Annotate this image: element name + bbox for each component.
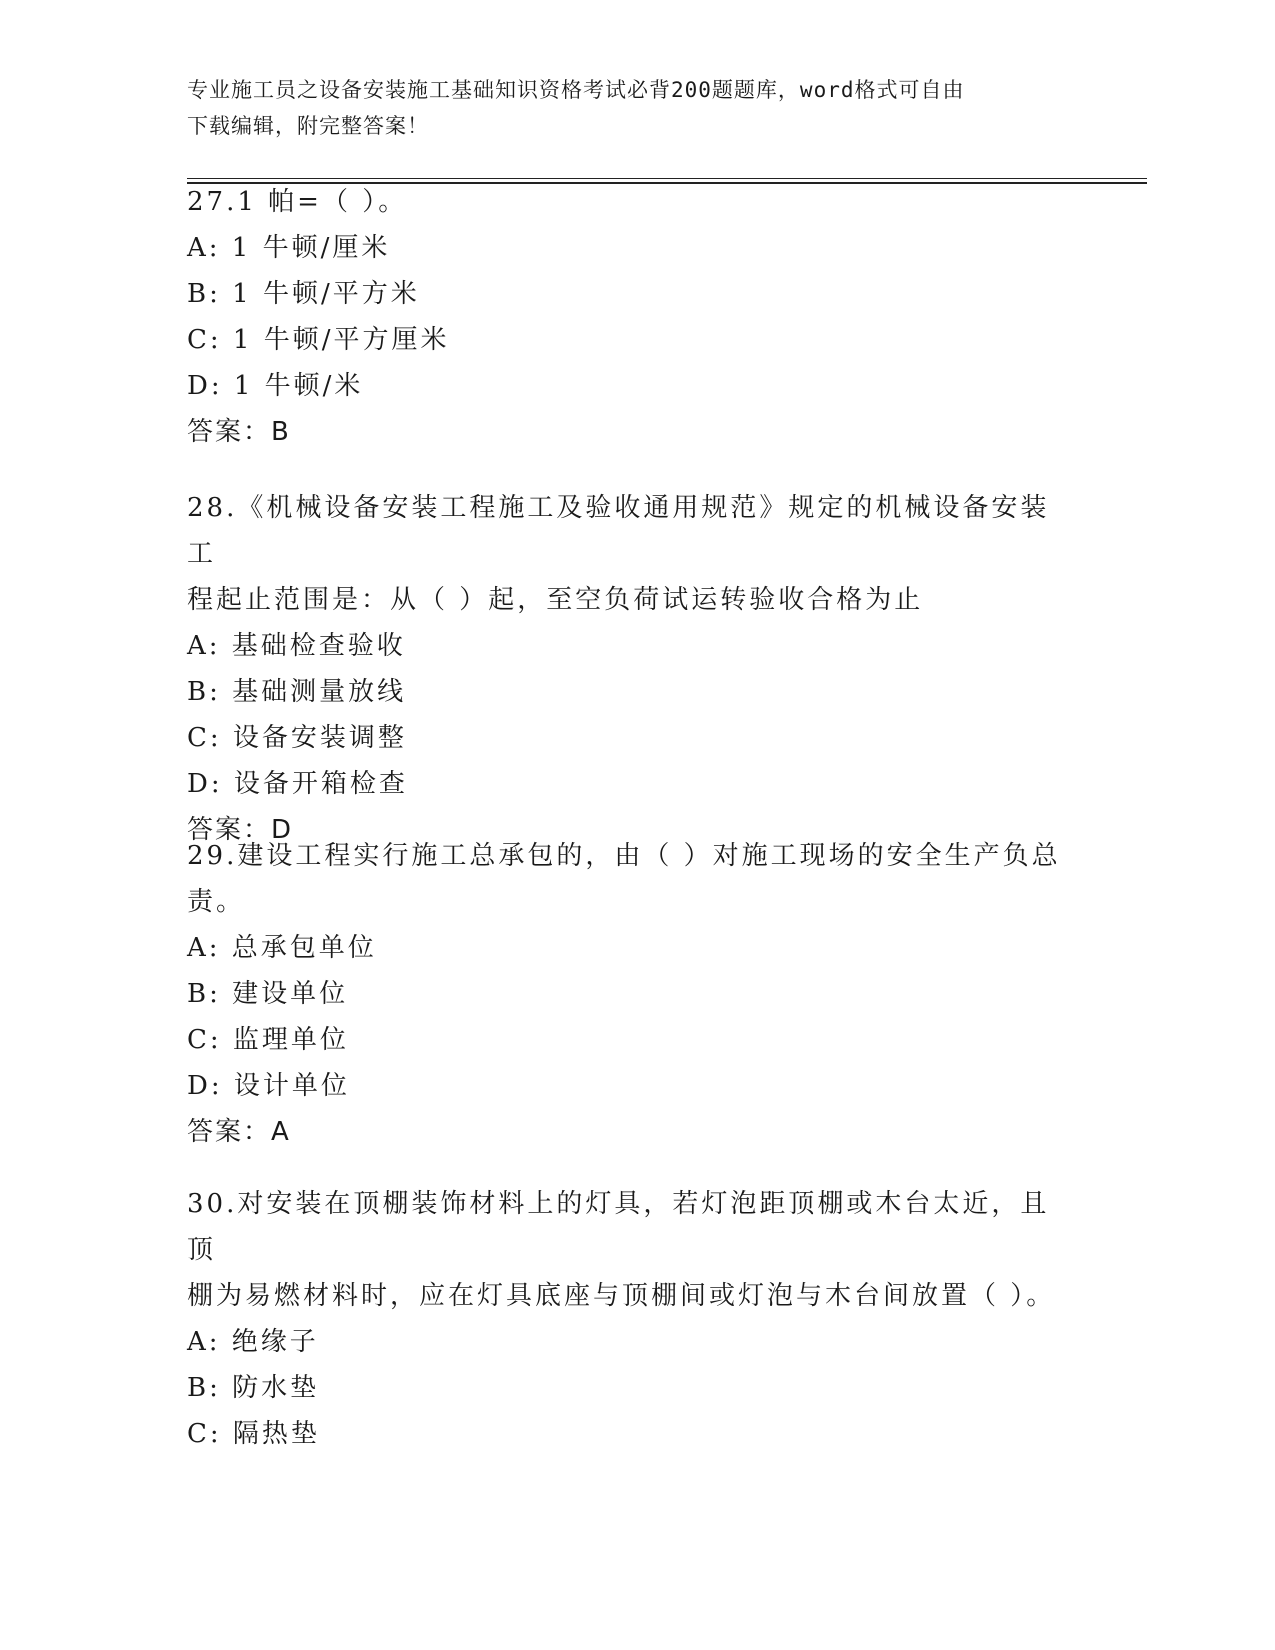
option-a: A: 总承包单位: [187, 933, 377, 963]
question-28: [187, 485, 1067, 853]
question-29: [187, 833, 1067, 1155]
option-c: C: 隔热垫: [187, 1419, 320, 1449]
header-line-2: 下载编辑，附完整答案！: [187, 114, 429, 138]
question-27: [187, 179, 1067, 455]
answer-line: 答案：D: [187, 815, 294, 845]
question-30: [187, 1181, 1067, 1457]
option-a: A: 绝缘子: [187, 1327, 319, 1357]
header-line-1: 专业施工员之设备安装施工基础知识资格考试必背200题题库，word格式可自由: [187, 78, 965, 102]
question-stem-line-2: 棚为易燃材料时，应在灯具底座与顶棚间或灯泡与木台间放置（ ）。: [187, 1281, 1056, 1311]
document-header: [187, 72, 1067, 144]
question-stem-line-1: 29.建设工程实行施工总承包的，由（ ）对施工现场的安全生产负总: [187, 841, 1061, 871]
question-stem-line-1: 30.对安装在顶棚装饰材料上的灯具，若灯泡距顶棚或木台太近，且顶: [187, 1189, 1050, 1265]
option-d: D: 设备开箱检查: [187, 769, 408, 799]
question-stem-line-2: 责。: [187, 887, 246, 917]
option-d: D: 1 牛顿/米: [187, 371, 364, 401]
option-c: C: 1 牛顿/平方厘米: [187, 325, 450, 355]
option-b: B: 1 牛顿/平方米: [187, 279, 420, 309]
option-c: C: 监理单位: [187, 1025, 349, 1055]
option-a: A: 基础检查验收: [187, 631, 406, 661]
option-a: A: 1 牛顿/厘米: [187, 233, 391, 263]
option-b: B: 防水垫: [187, 1373, 320, 1403]
answer-line: 答案：A: [187, 1117, 291, 1147]
answer-line: 答案：B: [187, 417, 291, 447]
question-stem-line-2: 程起止范围是：从（ ）起，至空负荷试运转验收合格为止: [187, 585, 924, 615]
option-b: B: 基础测量放线: [187, 677, 407, 707]
question-stem: 27.1 帕=（ ）。: [187, 187, 408, 217]
option-b: B: 建设单位: [187, 979, 349, 1009]
option-d: D: 设计单位: [187, 1071, 350, 1101]
question-stem-line-1: 28.《机械设备安装工程施工及验收通用规范》规定的机械设备安装工: [187, 493, 1050, 569]
option-c: C: 设备安装调整: [187, 723, 407, 753]
